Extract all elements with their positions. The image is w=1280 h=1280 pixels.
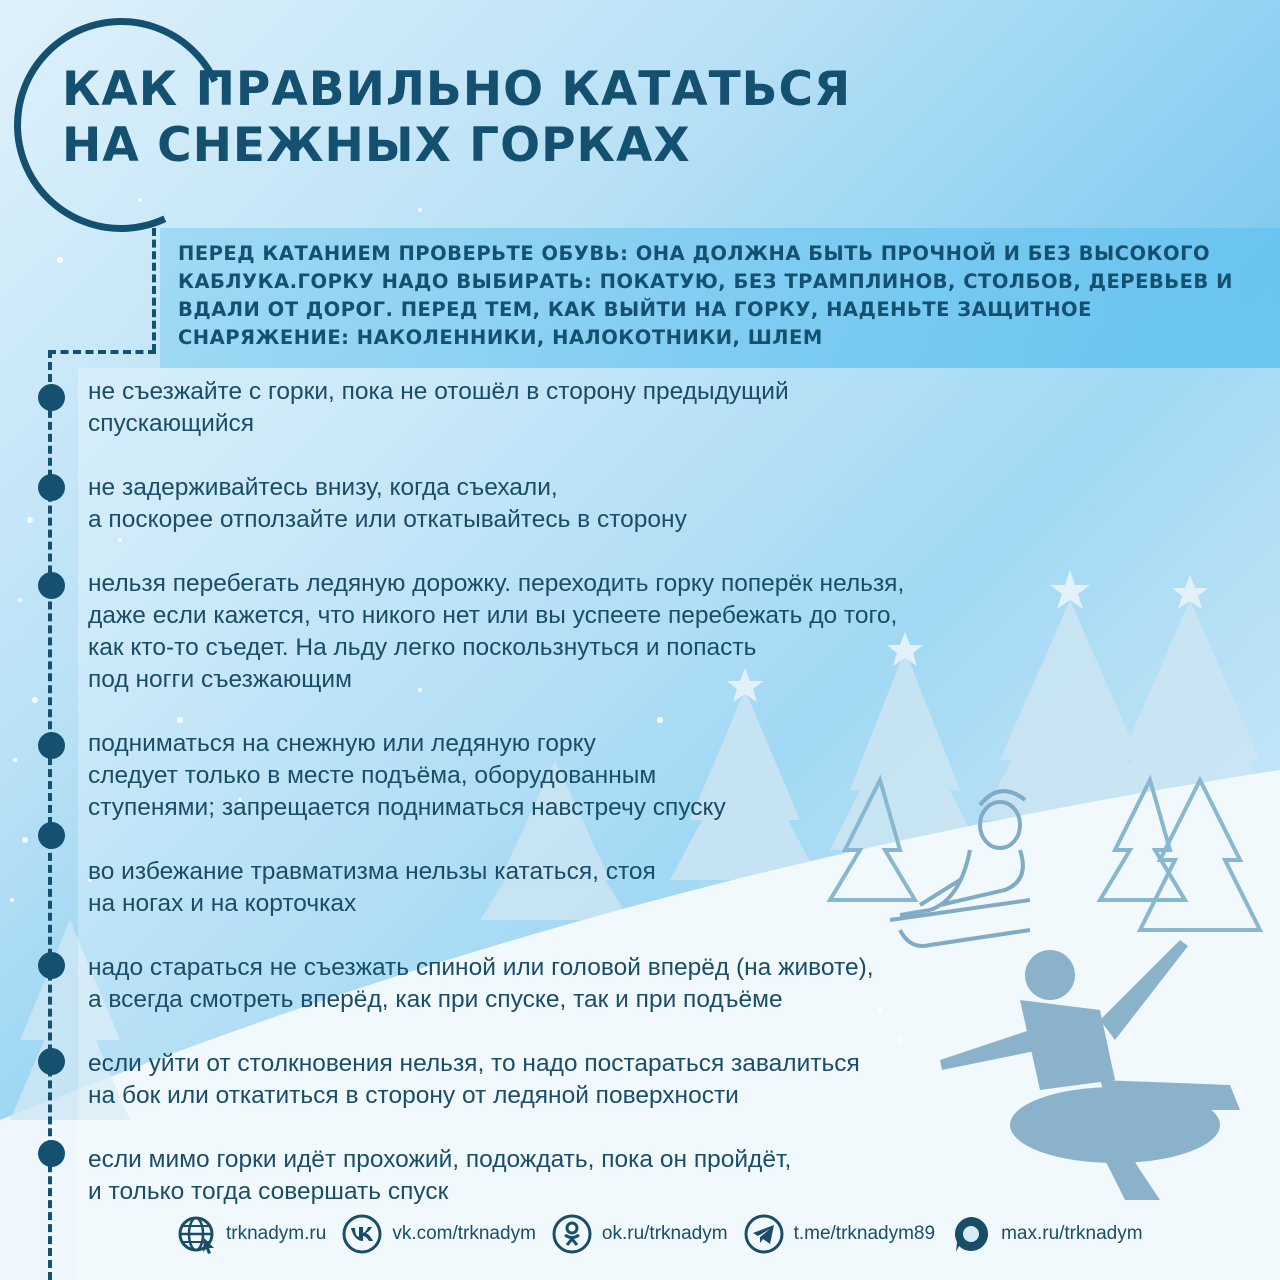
bullet-dot — [38, 952, 65, 979]
rule-item: не съезжайте с горки, пока не отошёл в сторону предыдущий спускающийся — [88, 378, 789, 437]
link-website-text: trknadym.ru — [226, 1223, 327, 1244]
bullet-dot — [38, 1140, 65, 1167]
max-icon — [951, 1214, 991, 1254]
bullet-dot — [38, 1048, 65, 1075]
link-max-text: max.ru/trknadym — [1001, 1223, 1143, 1244]
link-ok-text: ok.ru/trknadym — [601, 1223, 728, 1244]
rule-item: подниматься на снежную или ледяную горку следует только в месте подъёма, оборудованным ступенями; запрещается подниматься навстречу спуску — [88, 730, 726, 821]
globe-icon — [176, 1214, 216, 1254]
vk-icon — [342, 1214, 382, 1254]
odnoklassniki-icon — [552, 1214, 592, 1254]
bullet-dot — [38, 822, 65, 849]
rule-item: если уйти от столкновения нельзя, то надо постараться завалиться на бок или откатиться в сторону от ледяной поверхности — [88, 1050, 860, 1109]
rule-item: если мимо горки идёт прохожий, подождать, пока он пройдёт, и только тогда совершать спуск — [88, 1146, 792, 1205]
link-max[interactable] — [951, 1214, 1142, 1254]
bullet-dot — [38, 572, 65, 599]
intro-text: ПЕРЕД КАТАНИЕМ ПРОВЕРЬТЕ ОБУВЬ: ОНА ДОЛЖНА БЫТЬ ПРОЧНОЙ И БЕЗ ВЫСОКОГО КАБЛУКА.ГОРКУ НАДО ВЫБИРАТЬ: ПОКАТУЮ, БЕЗ ТРАМПЛИНОВ, СТОЛБОВ, ДЕРЕВЬЕВ И ВДАЛИ ОТ ДОРОГ. ПЕРЕД ТЕМ, КАК ВЫЙТИ НА ГОРКУ, НАДЕНЬТЕ ЗАЩИТНОЕ СНАРЯЖЕНИЕ: НАКОЛЕННИКИ, НАЛОКОТНИКИ, ШЛЕМ — [178, 242, 1233, 349]
title-line-2: НА СНЕЖНЫХ ГОРКАХ — [62, 118, 691, 173]
bullet-dot — [38, 474, 65, 501]
dashed-connector-vertical — [152, 228, 156, 352]
rule-item: нельзя перебегать ледяную дорожку. переходить горку поперёк нельзя, даже если кажется, что никого нет или вы успеете перебежать до того, как кто-то съедет. На льду легко поскользнуться и попасть под ногги съезжающим — [88, 570, 905, 693]
link-vk-text: vk.com/trknadym — [392, 1223, 536, 1244]
link-telegram-text: t.me/trknadym89 — [793, 1223, 936, 1244]
page-title — [62, 62, 851, 174]
rule-item: надо стараться не съезжать спиной или головой вперёд (на животе), а всегда смотреть вперёд, как при спуске, так и при подъёме — [88, 954, 874, 1013]
link-vk[interactable] — [342, 1214, 536, 1254]
social-links-footer — [176, 1212, 1159, 1256]
link-ok[interactable] — [552, 1214, 728, 1254]
dashed-connector-horizontal — [48, 350, 156, 354]
telegram-icon — [744, 1214, 784, 1254]
link-telegram[interactable] — [744, 1214, 936, 1254]
rule-item: не задерживайтесь внизу, когда съехали, а поскорее отползайте или откатывайтесь в сторону — [88, 474, 687, 533]
bullet-dot — [38, 384, 65, 411]
link-website[interactable] — [176, 1214, 326, 1254]
bullet-dot — [38, 732, 65, 759]
rule-item: во избежание травматизма нельзы кататься, стоя на ногах и на корточках — [88, 858, 656, 917]
title-line-1: КАК ПРАВИЛЬНО КАТАТЬСЯ — [62, 62, 852, 117]
